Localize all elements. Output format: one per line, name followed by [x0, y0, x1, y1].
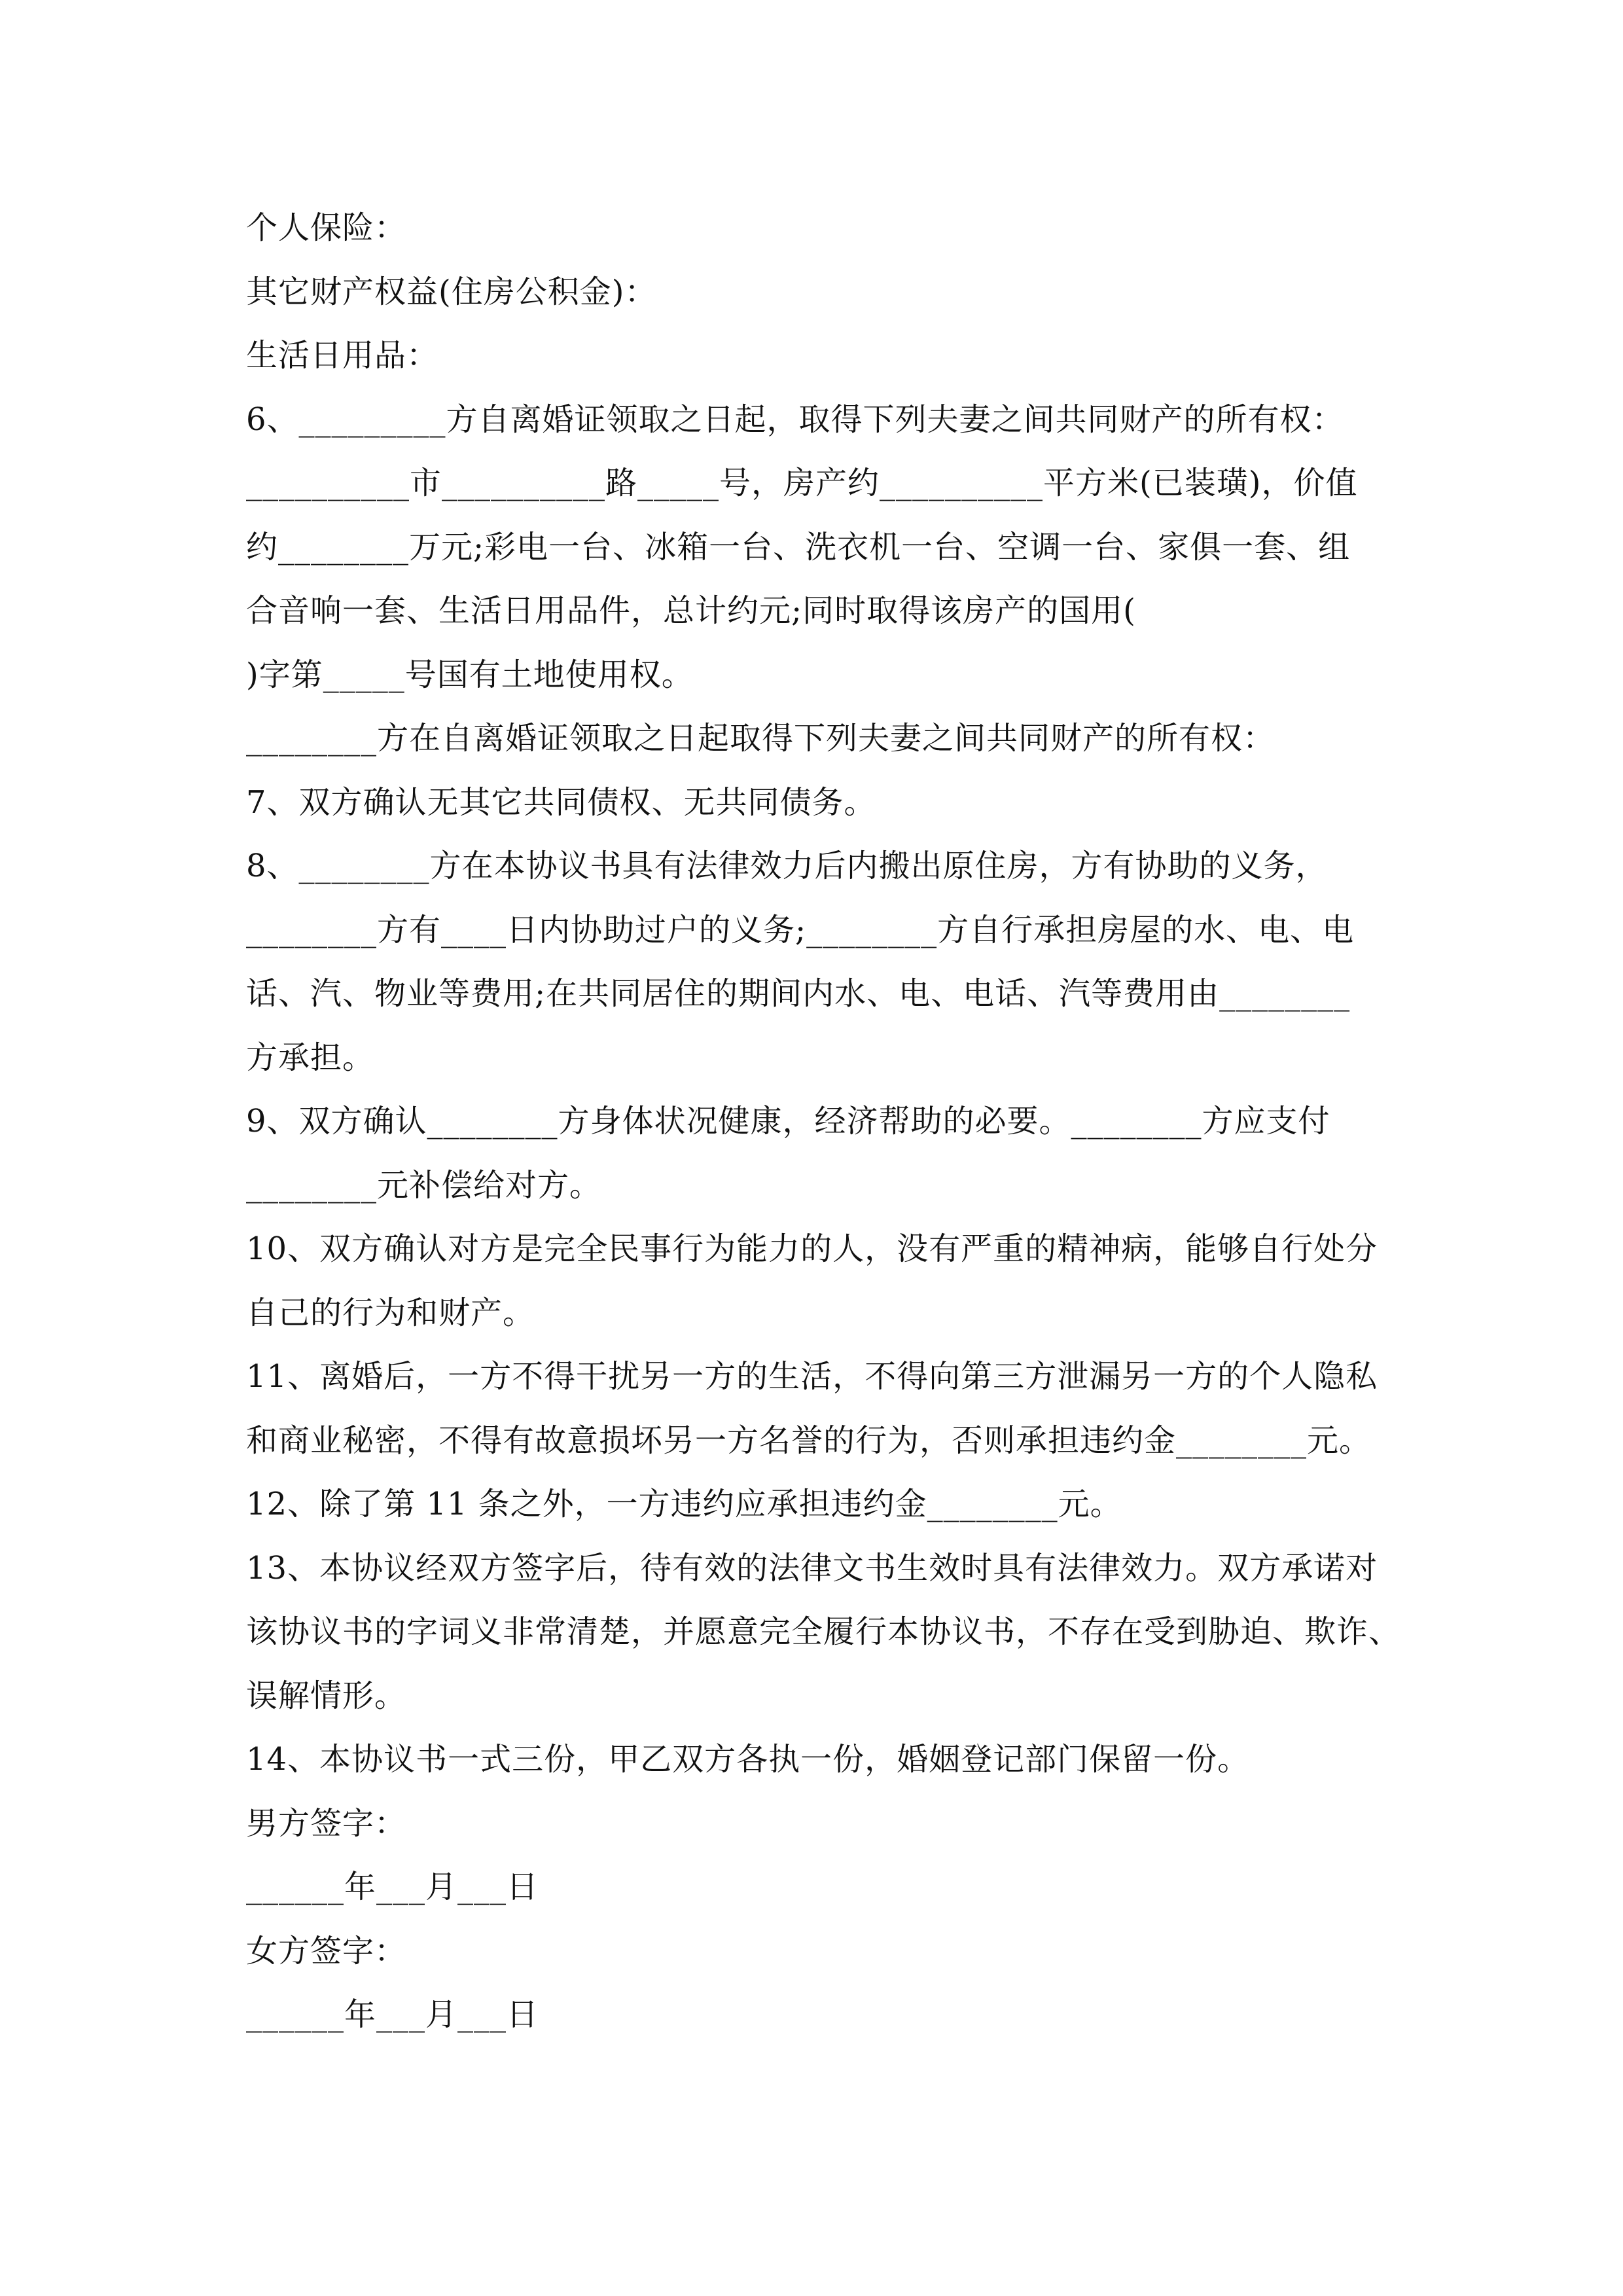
line-daily-necessities: 生活日用品： — [246, 337, 439, 374]
clause-8-line-2: ________方有____日内协助过户的义务;________方自行承担房屋的水、电、电 — [246, 911, 1355, 948]
clause-10-line-1: 10、双方确认对方是完全民事行为能力的人，没有严重的精神病，能够自行处分 — [246, 1230, 1378, 1267]
clause-11-line-1: 11、离婚后，一方不得干扰另一方的生活，不得向第三方泄漏另一方的个人隐私 — [246, 1358, 1378, 1395]
clause-8-line-1: 8、________方在本协议书具有法律效力后内搬出原住房，方有协助的义务， — [246, 848, 1328, 884]
clause-14: 14、本协议书一式三份，甲乙双方各执一份，婚姻登记部门保留一份。 — [246, 1741, 1250, 1778]
clause-7: 7、双方确认无其它共同债权、无共同债务。 — [246, 783, 876, 821]
clause-6-line-5: )字第_____号国有土地使用权。 — [246, 656, 694, 693]
clause-6-line-6: ________方在自离婚证领取之日起取得下列夫妻之间共同财产的所有权： — [246, 720, 1275, 757]
clause-6-line-1: 6、_________方自离婚证领取之日起，取得下列夫妻之间共同财产的所有权： — [246, 401, 1344, 438]
male-signature-label: 男方签字： — [246, 1804, 407, 1842]
clause-6-line-3: 约________万元;彩电一台、冰箱一台、洗衣机一台、空调一台、家俱一套、组 — [246, 528, 1351, 565]
clause-13-line-3: 误解情形。 — [246, 1677, 407, 1714]
clause-8-line-4: 方承担。 — [246, 1039, 375, 1076]
clause-12: 12、除了第 11 条之外，一方违约应承担违约金________元。 — [246, 1486, 1122, 1522]
line-other-property-rights: 其它财产权益(住房公积金)： — [246, 273, 657, 310]
clause-9-line-1: 9、双方确认________方身体状况健康，经济帮助的必要。________方应支付 — [246, 1103, 1330, 1139]
clause-11-line-2: 和商业秘密，不得有故意损坏另一方名誉的行为，否则承担违约金________元。 — [246, 1422, 1372, 1459]
clause-13-line-1: 13、本协议经双方签字后，待有效的法律文书生效时具有法律效力。双方承诺对 — [246, 1549, 1378, 1587]
clause-6-line-2: __________市__________路_____号，房产约__________平方米(已装璜)，价值 — [246, 465, 1358, 501]
line-personal-insurance: 个人保险： — [246, 209, 407, 246]
clause-13-line-2: 该协议书的字词义非常清楚，并愿意完全履行本协议书，不存在受到胁迫、欺诈、 — [246, 1613, 1401, 1650]
agreement-text — [246, 196, 1401, 2047]
clause-10-line-2: 自己的行为和财产。 — [246, 1294, 535, 1331]
clause-9-line-2: ________元补偿给对方。 — [246, 1166, 602, 1204]
female-signature-date: ______年___月___日 — [246, 1996, 539, 2033]
clause-8-line-3: 话、汽、物业等费用;在共同居住的期间内水、电、电话、汽等费用由________ — [246, 975, 1351, 1012]
female-signature-label: 女方签字： — [246, 1932, 407, 1969]
male-signature-date: ______年___月___日 — [246, 1869, 539, 1905]
clause-6-line-4: 合音响一套、生活日用品件，总计约元;同时取得该房产的国用( — [246, 592, 1136, 629]
